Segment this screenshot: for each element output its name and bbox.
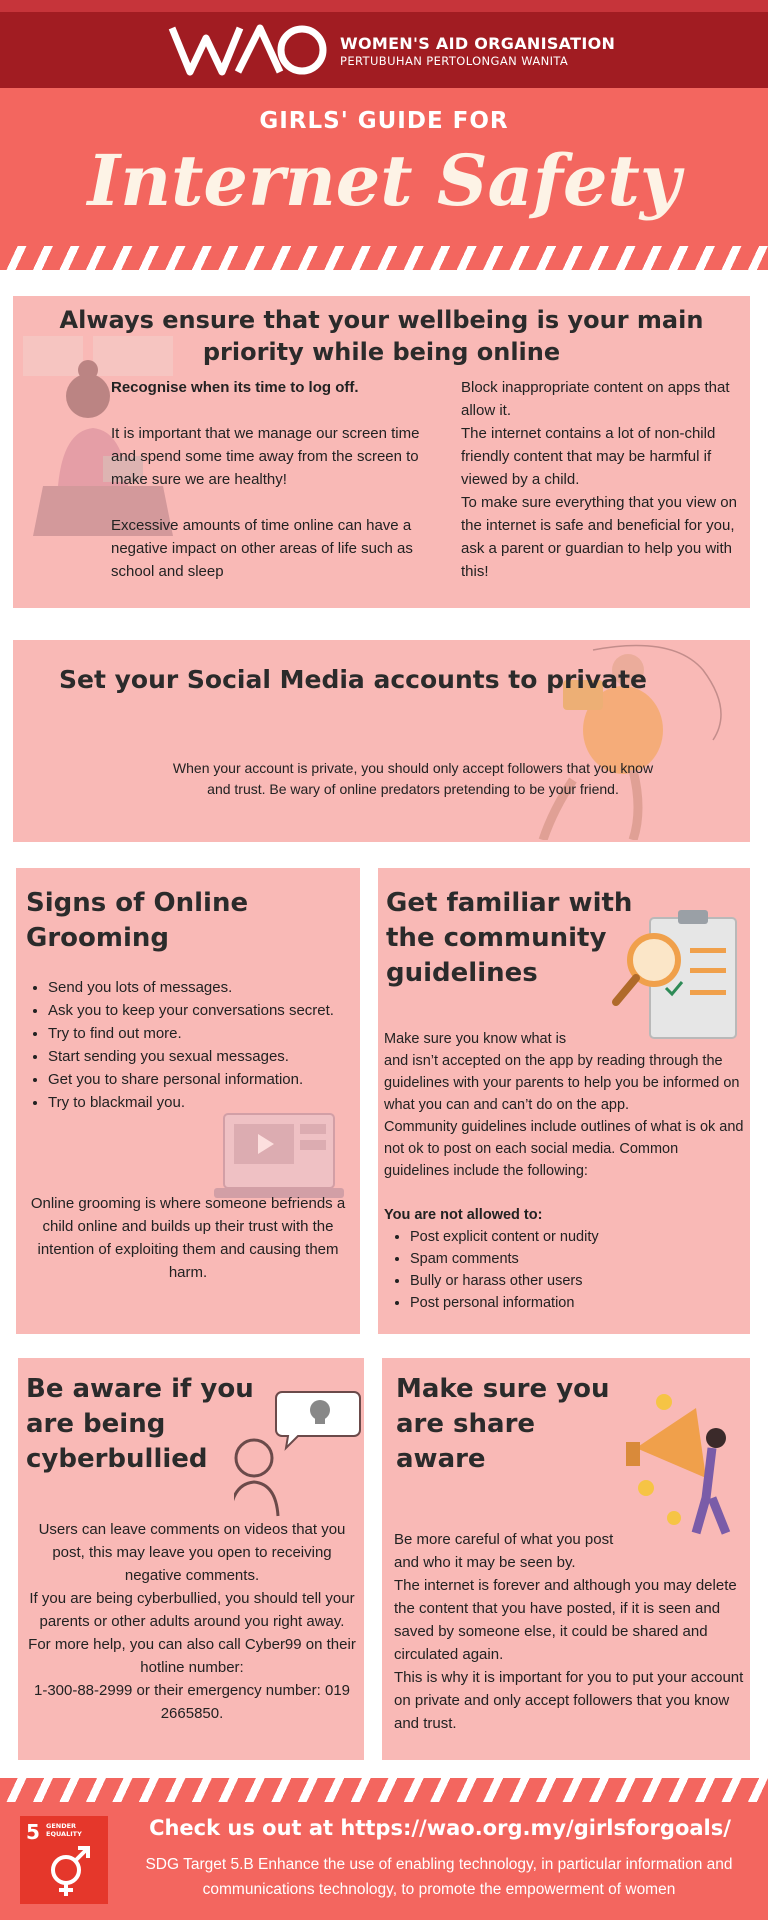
private-body: When your account is private, you should only accept followers that you know and trust. Be wary of online predators pretending to be your friend. xyxy=(172,760,654,797)
megaphone-person-illustration xyxy=(616,1388,744,1538)
cyberbullied-heading: Be aware if you are being cyberbullied xyxy=(26,1374,254,1474)
cyberbullied-card xyxy=(18,1358,364,1760)
share-aware-body: Be more careful of what you post and who it may be seen by. The internet is forever and although you may delete the content that you have posted, if it is seen and saved by someone else, it could be shared and circulated again. This is why it is important for you to put your account on private and only accept followers that you know and trust. xyxy=(394,1531,744,1732)
grooming-definition: Online grooming is where someone befriends a child online and builds up their trust with the intention of exploiting them and causing them harm. xyxy=(30,1195,346,1281)
wellbeing-left-paragraph-2: Excessive amounts of time online can have a negative impact on other areas of life such as school and sleep xyxy=(111,517,413,580)
header-top-stripe xyxy=(0,0,768,12)
grooming-sign: • Try to blackmail you. xyxy=(48,1091,360,1114)
guidelines-not-allowed-label: You are not allowed to: xyxy=(384,1207,543,1223)
hero-title: Internet Safety xyxy=(87,139,681,222)
sdg-label: GENDER EQUALITY xyxy=(46,1822,82,1838)
org-name-malay: PERTUBUHAN PERTOLONGAN WANITA xyxy=(340,54,569,68)
not-allowed-item: • Post personal information xyxy=(410,1292,750,1314)
private-heading: Set your Social Media accounts to private xyxy=(58,665,647,694)
wellbeing-heading: Always ensure that your wellbeing is your main priority while being online xyxy=(59,306,704,366)
wellbeing-left-title: Recognise when its time to log off. xyxy=(111,379,359,396)
wellbeing-left-paragraph-1: It is important that we manage our screen time and spend some time away from the screen to make sure we are healthy! xyxy=(111,425,420,488)
share-aware-card xyxy=(382,1358,750,1760)
not-allowed-item: • Bully or harass other users xyxy=(410,1270,750,1292)
dashed-divider-top xyxy=(0,246,768,270)
guidelines-body: Make sure you know what is and isn’t accepted on the app by reading through the guidelines with your parents to help you be informed on what you can and can’t do on the app. Community guidelines include outlines of what is ok and not ok to post on each social media. Common guidelines include the following: xyxy=(384,1031,744,1179)
wellbeing-card xyxy=(13,296,750,608)
grooming-sign: • Get you to share personal information. xyxy=(48,1068,360,1091)
grooming-heading: Signs of Online Grooming xyxy=(26,888,249,953)
not-allowed-item: • Spam comments xyxy=(410,1248,750,1270)
wellbeing-right-text: Block inappropriate content on apps that allow it. The internet contains a lot of non-child friendly content that may be harmful if viewed by a child. To make sure everything that you view on the internet is safe and beneficial for you, ask a parent or guardian to help you with this! xyxy=(461,379,737,580)
grooming-signs-list xyxy=(30,976,360,1114)
share-aware-heading: Make sure you are share aware xyxy=(396,1374,610,1474)
cyberbullied-body: Users can leave comments on videos that you post, this may leave you open to receiving negative comments. If you are being cyberbullied, you should tell your parents or other adults around you right away. For more help, you can also call Cyber99 on their hotline number: 1-300-88-2999 or their emergency number: 019 2665850. xyxy=(28,1521,356,1722)
dashed-divider-bottom xyxy=(0,1778,768,1802)
guidelines-not-allowed-list xyxy=(392,1226,750,1314)
website-link[interactable]: Check us out at https://wao.org.my/girlsforgoals/ xyxy=(149,1816,731,1840)
sdg-goal-badge xyxy=(20,1816,108,1904)
grooming-sign: • Ask you to keep your conversations secret. xyxy=(48,999,360,1022)
sdg-number: 5 xyxy=(26,1820,40,1844)
grooming-sign: • Try to find out more. xyxy=(48,1022,360,1045)
guidelines-heading: Get familiar with the community guidelines xyxy=(386,888,633,988)
grooming-card xyxy=(16,868,360,1334)
org-name: WOMEN'S AID ORGANISATION xyxy=(340,34,616,53)
not-allowed-item: • Post explicit content or nudity xyxy=(410,1226,750,1248)
sdg-target-note: SDG Target 5.B Enhance the use of enabling technology, in particular information and communications technology, to promote the empowerment of women xyxy=(145,1856,733,1898)
gender-equality-icon xyxy=(44,1846,92,1898)
guidelines-card xyxy=(378,868,750,1334)
private-accounts-card xyxy=(13,640,750,842)
wao-logo xyxy=(168,20,332,78)
grooming-sign: • Start sending you sexual messages. xyxy=(48,1045,360,1068)
grooming-sign: • Send you lots of messages. xyxy=(48,976,360,999)
hero-kicker: GIRLS' GUIDE FOR xyxy=(259,108,509,134)
